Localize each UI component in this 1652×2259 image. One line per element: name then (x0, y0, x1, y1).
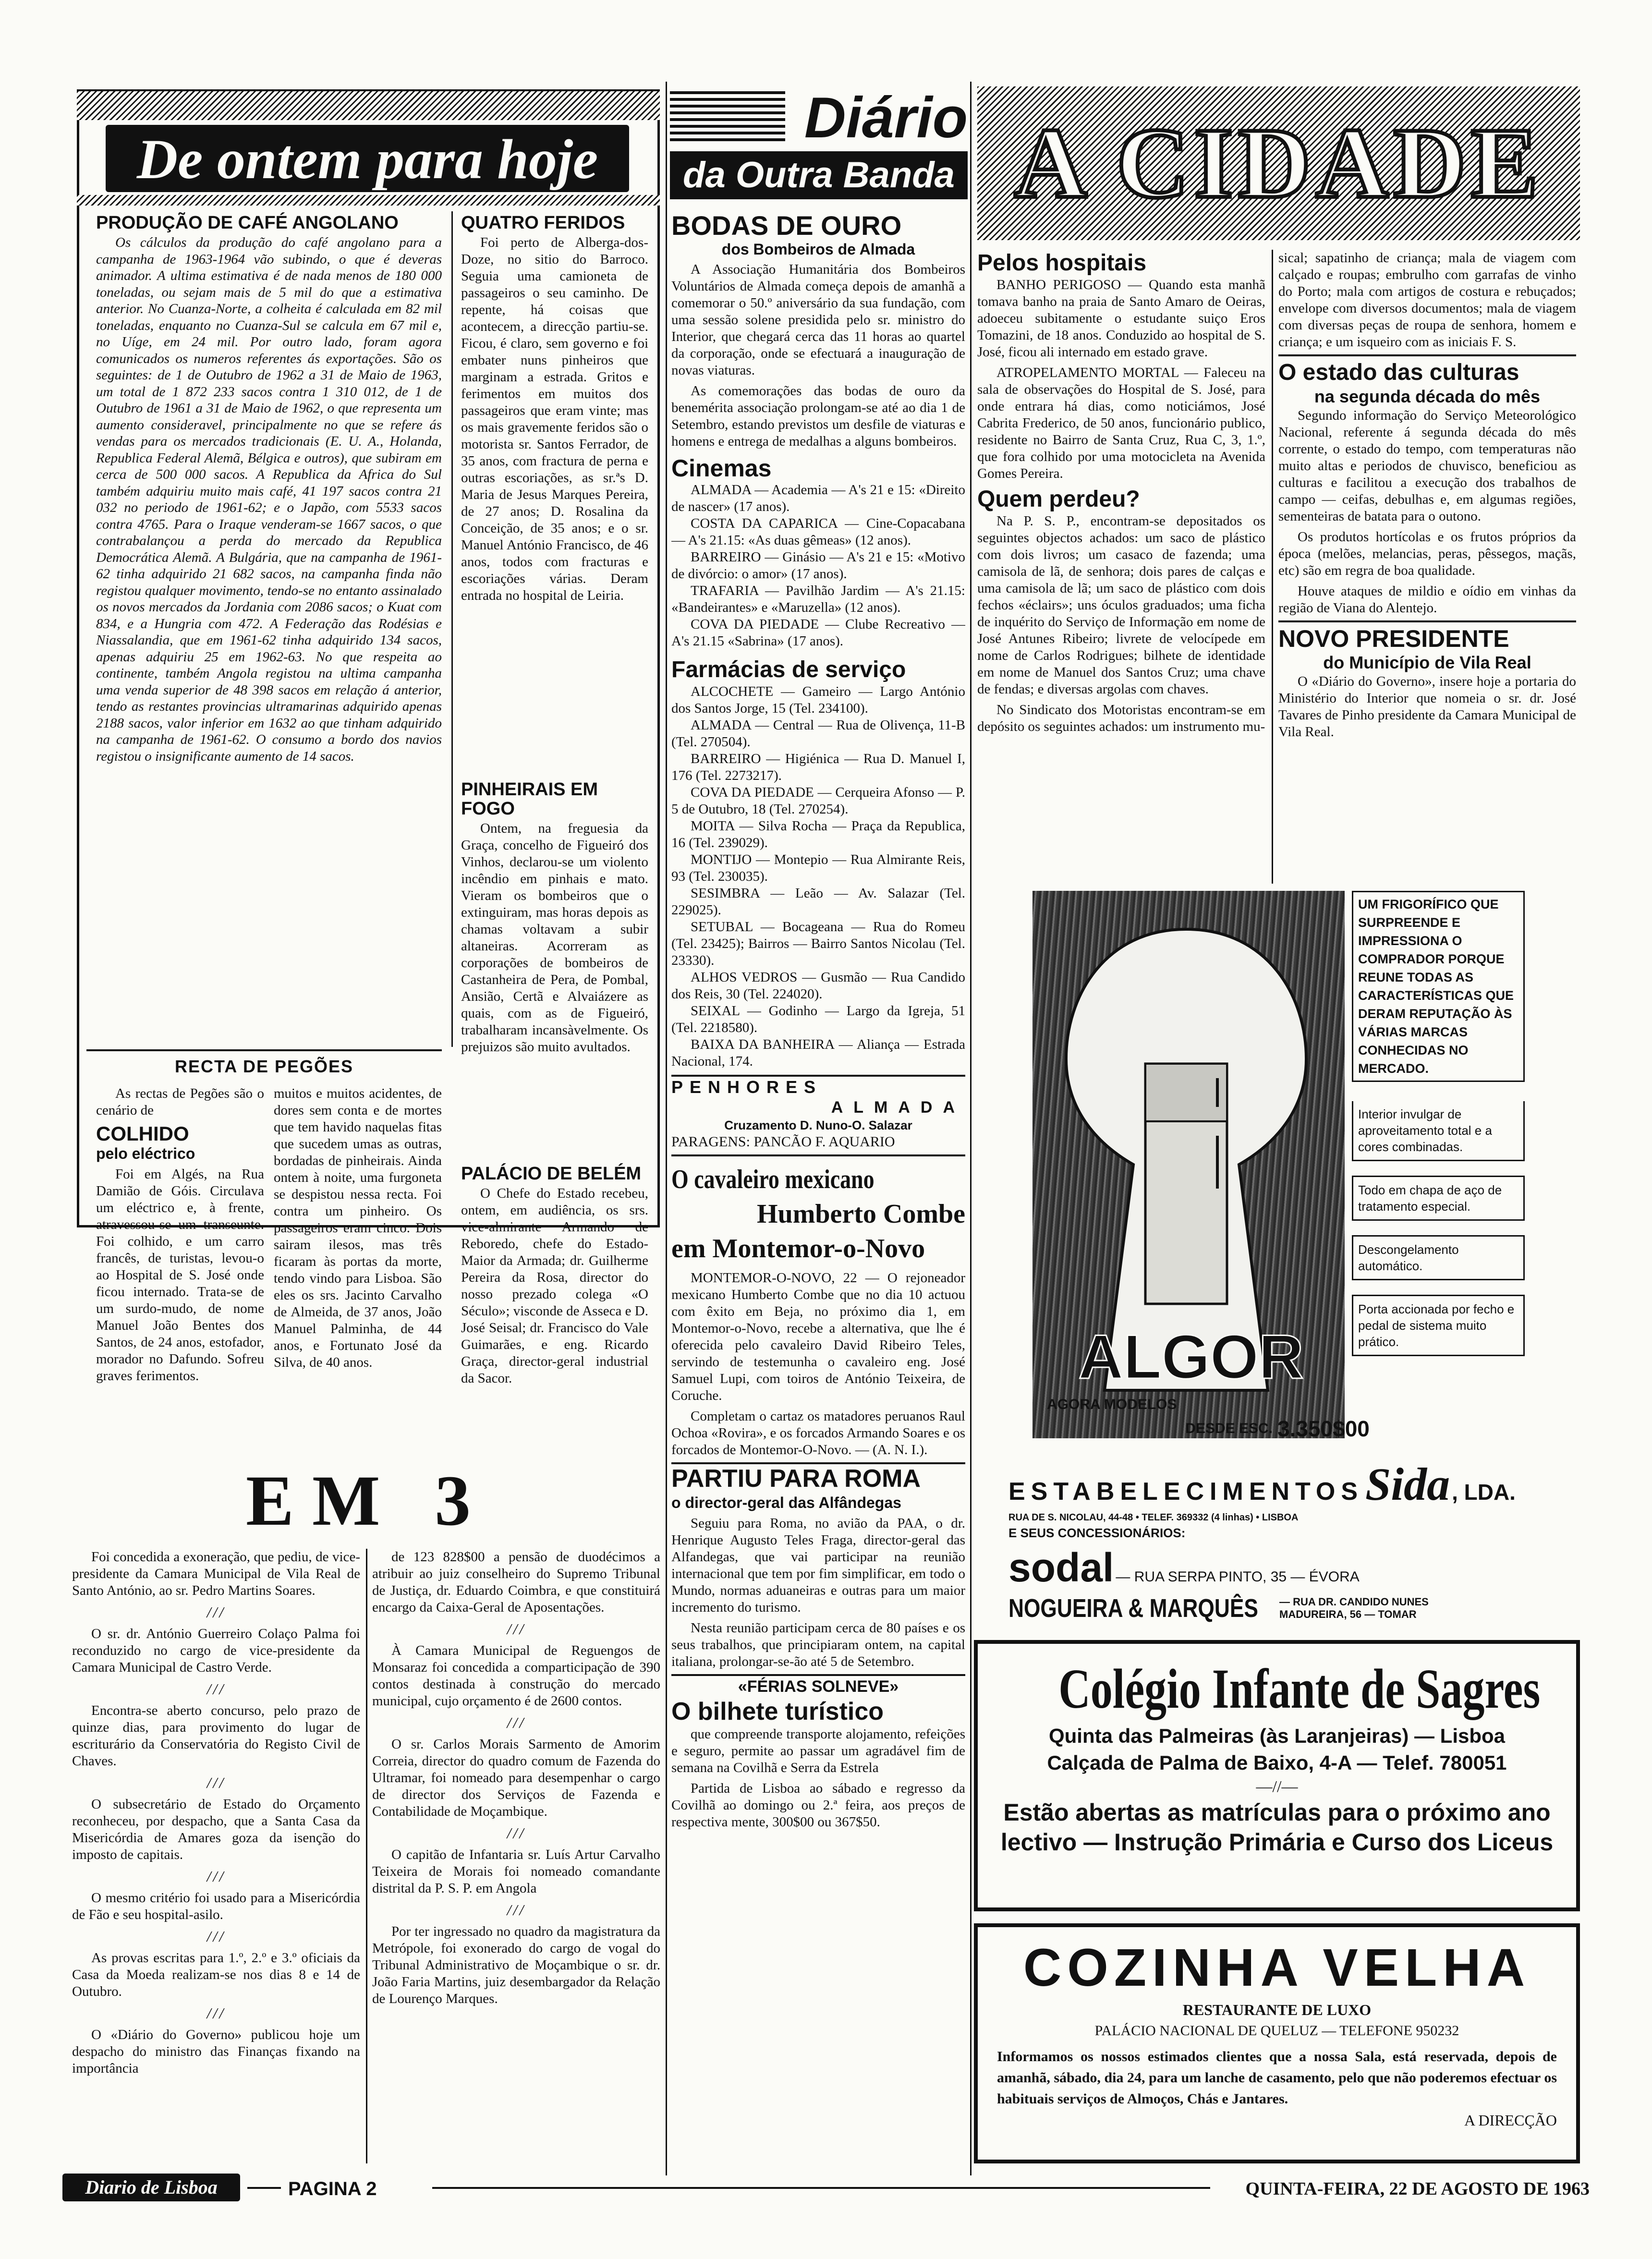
farmacia-item: SEIXAL — Godinho — Largo da Igreja, 51 (Tel. 2218580). (671, 1003, 965, 1035)
em3-item: O mesmo critério foi usado para a Misericórdia de Fão e seu hospital-asilo. (72, 1890, 360, 1922)
cavaleiro-t3: em Montemor-o-Novo (671, 1234, 925, 1263)
bodas-subtitle: dos Bombeiros de Almada (721, 241, 915, 258)
farmacia-item: COVA DA PIEDADE — Cerqueira Afonso — P. 5 de Outubro, 18 (Tel. 270254). (671, 785, 965, 817)
footer (62, 2171, 1590, 2204)
cavaleiro-p1: MONTEMOR-O-NOVO, 22 — O rejoneador mexicano Humberto Combe que no dia 10 actuou com êxito em Beja, no próximo dia 1, em Montemor-o-Novo, recebe a alternativa, que lhe é oferecida pelo cavaleiro David Ribeiro Teles, servindo de testemunha o cavaleiro eng. José Samuel Lupi, com toiros de António Teixeira, de Coruche. (671, 1270, 965, 1403)
colhido-text: Foi em Algés, na Rua Damião de Góis. Circulava um eléctrico e, à frente, atravessou-se um transeunte. Foi colhido, e um carro francês, de turistas, levou-o ao Hospital de S. José onde ficou internado. Trata-se de um surdo-mudo, de nome Manuel João Bentes dos Santos, de 24 anos, estofador, morador no Dafundo. Sofreu graves ferimentos. (96, 1166, 264, 1384)
em3-item: O subsecretário de Estado do Orçamento reconheceu, por despacho, que a Santa Casa da Misericórdia de Amares goza da isenção do imposto de capitais. (72, 1797, 360, 1862)
quem-perdeu-title: Quem perdeu? (977, 486, 1140, 512)
pinheirais-text: Ontem, na freguesia da Graça, concelho de Figueiró dos Vinhos, declarou-se um violento incêndio em pinhais e mato. Vieram os bombeiros que o extinguiram, mas horas depois as chamas voltavam a subir altaneiras. Acorreram as corporações de bombeiros de Castanheira de Pera, de Pombal, Ansião, Certã e Alvaiázere as quais, com as de Figueiró, trabalharam incansàvelmente. Os prejuizos são muito avultados. (461, 821, 648, 1055)
estab-label: ESTABELECIMENTOS (1008, 1478, 1364, 1506)
farmacias-title: Farmácias de serviço (671, 657, 906, 682)
em3-sep: /// (206, 1868, 226, 1885)
producao-article (96, 211, 442, 1066)
recta-text-cont: muitos e muitos acidentes, de dores sem conta e de mortes que tem havido naquelas fitas que sucedem umas as outras, bordadas de pinheirais. Ainda ontem à noite, uma furgoneta se despistou nessa recta. Foi contra um pinheiro. Os passageiros eram cinco. Dois sairam ilesos, mas três ficaram às portas da morte, tendo vindo para Lisboa. São eles os srs. Jacinto Carvalho de Almeida, de 37 anos, João Manuel Palminha, de 44 anos, e Fortunato José da Silva, de 40 anos. (274, 1086, 442, 1370)
em3-item: O «Diário do Governo» publicou hoje um despacho do ministro das Finanças fixando na importância (72, 2027, 360, 2076)
hospitais-p1: BANHO PERIGOSO — Quando esta manhã tomava banho na praia de Santo Amaro de Oeiras, adoeceu subitamente o estudante suiço Eros Tomazini, de 18 anos. Conduzido ao hospital de S. José, ficou ali internado em estado grave. (977, 277, 1265, 360)
em3-col2-text (372, 1549, 660, 2007)
em-3-linhas-title: EM 3 (245, 1461, 489, 1541)
pinheirais-article (461, 778, 648, 1162)
culturas-title: O estado das culturas (1278, 360, 1519, 385)
em3-item: O sr. Carlos Morais Sarmento de Amorim Correia, director do quadro comum de Fazenda do Ultramar, foi nomeado para desempenhar o cargo de director dos Serviços de Fazenda e Contabilidade de Moçambique. (372, 1737, 660, 1819)
em3-item: O sr. dr. António Guerreiro Colaço Palma foi reconduzido no cargo de vice-presidente da Camara Municipal de Castro Verde. (72, 1626, 360, 1675)
em3-sep: /// (507, 1901, 526, 1919)
feature-box: Interior invulgar de aproveitamento total e a cores combinadas. (1352, 1101, 1525, 1161)
farmacia-item: BARREIRO — Higiénica — Rua D. Manuel I, 176 (Tel. 2273217). (671, 751, 965, 783)
footer-page: PAGINA 2 (288, 2178, 377, 2199)
em3-sep: /// (206, 1928, 226, 1945)
recta-col2 (274, 1085, 442, 1441)
hospitais-title: Pelos hospitais (977, 250, 1147, 276)
penhores-place: ALMADA (831, 1098, 965, 1117)
colhido-title: COLHIDO (96, 1122, 189, 1145)
culturas-p3: Houve ataques de mildio e oídio em vinhas da região de Viana do Alentejo. (1278, 583, 1576, 616)
right-left-rule (970, 82, 972, 2175)
quem-perdeu-p2: No Sindicato dos Motoristas encontram-se em depósito os seguintes achados: um instrumento mu- (977, 702, 1265, 734)
em3-item: À Camara Municipal de Reguengos de Monsaraz foi concedida a comparticipação de 390 contos destinada à construção do mercado municipal, cujo orçamento é de 2600 contos. (372, 1643, 660, 1709)
quem-perdeu-p1: Na P. S. P., encontram-se depositados os seguintes objectos achados: um saco de plástico com dois livros; um casaco de fazenda; uma camisola de lã, de senhora; dois pares de calças e uma camisola de lã; um saco de plástico com dois fechos «éclairs»; uns óculos graduados; uma ficha de inquérito do Serviço de Informação em nome de José Antunes Ribeiro; livrete de velocípede em nome de Carlos Rodrigues; bilhete de identidade em nome de Manuel dos Santos Cruz; uma chave de fendas; e diversas argolas com chaves. (977, 513, 1265, 697)
ferias-p2: Partida de Lisboa ao sábado e regresso da Covilhã ao domingo ou 2.ª feira, aos preços de respectiva mente, 300$00 ou 367$50. (671, 1781, 965, 1830)
nogueira-address-1: — RUA DR. CANDIDO NUNES (1279, 1596, 1429, 1608)
banner-hatch-bottom (77, 195, 660, 206)
novo-rule (1278, 620, 1576, 622)
producao-title: PRODUÇÃO DE CAFÉ ANGOLANO (96, 213, 399, 233)
cavaleiro-rule (671, 1154, 965, 1156)
cozinha-body: Informamos os nossos estimados clientes que a nossa Sala, está reservada, depois de amanhã, sábado, dia 24, para um lanche de casamento, pelo que não poderemos efectuar os habituais serviços de Almoços, Chás e Jantares. (997, 2049, 1557, 2107)
cozinha-sign: A DIRECÇÃO (1464, 2112, 1557, 2129)
masthead-subtitle: da Outra Banda (683, 155, 955, 195)
em3-item: Foi concedida a exoneração, que pediu, de vice-presidente da Camara Municipal de Vila Real de Santo António, ao sr. Pedro Martins Soares. (72, 1549, 360, 1598)
recta-text-start: As rectas de Pegões são o cenário de (96, 1086, 264, 1118)
concessionarios: E SEUS CONCESSIONÁRIOS: (1008, 1526, 1186, 1540)
em3-sep: /// (206, 2004, 226, 2022)
feature-box: UM FRIGORÍFICO QUE SURPREENDE E IMPRESSIONA O COMPRADOR PORQUE REUNE TODAS AS CARACTERÍSTICAS QUE DERAM REPUTAÇÃO ÀS VÁRIAS MARCAS CONHECIDAS NO MERCADO. (1352, 891, 1525, 1082)
colegio-line2: Calçada de Palma de Baixo, 4-A — Telef. 780051 (1047, 1751, 1507, 1774)
culturas-rule (1278, 354, 1576, 356)
novo-presidente-title: NOVO PRESIDENTE (1278, 625, 1509, 652)
farmacia-item: BAIXA DA BANHEIRA — Aliança — Estrada Nacional, 174. (671, 1037, 965, 1069)
middle-column (671, 211, 965, 2180)
bodas-p1: A Associação Humanitária dos Bombeiros Voluntários de Almada começa depois de amanhã a comemorar o 50.º aniversário da sua fundação, com uma sessão solene presidida pelo sr. ministro do Interior, que chegará cerca das 11 horas ao quartel da corporação, onde se efectuará a inauguração de novas viaturas. (671, 262, 965, 378)
nogueira-address-2: MADUREIRA, 56 — TOMAR (1279, 1608, 1417, 1620)
em3-item: As provas escritas para 1.º, 2.º e 3.º oficiais da Casa da Moeda realizam-se nos dias 8 e 14 de Outubro. (72, 1950, 360, 1999)
em3-item: Encontra-se aberto concurso, pelo prazo de quinze dias, para provimento do lugar de escriturário da Conservatória do Registo Civil de Chaves. (72, 1703, 360, 1769)
cinema-item: BARREIRO — Ginásio — A's 21 e 15: «Motivo de divórcio: o amor» (17 anos). (671, 549, 965, 582)
ferias-kicker: «FÉRIAS SOLNEVE» (738, 1677, 899, 1696)
algor-ad (1032, 891, 1527, 1453)
quatro-feridos-text: Foi perto de Alberga-dos-Doze, no sitio do Barroco. Seguia uma camioneta de passageiros o seu caminho. De repente, há coisas que acontecem, a direcção partiu-se. Ficou, é claro, sem governo e foi embater nuns pinheiros que marginam a estrada. Gritos e ferimentos em muitos dos passageiros que eram vinte; mas os mais gravemente feridos são o motorista sr. Santos Ferrador, de 35 anos, com fractura de perna e outras escoriações, as sr.ªs D. Maria de Jesus Marques Pereira, de 27 anos; D. Rosalina da Conceição, de 35 anos; e o sr. Manuel António Francisco, de 46 anos, todos com fracturas e escoriações várias. Deram entrada no hospital de Leiria. (461, 235, 648, 603)
farmacia-item: MONTIJO — Montepio — Rua Almirante Reis, 93 (Tel. 230035). (671, 852, 965, 884)
bodas-title: BODAS DE OURO (671, 211, 902, 241)
footer-logo: Diario de Lisboa (85, 2176, 218, 2198)
em3-col1-text (72, 1549, 360, 2077)
recta-rule (86, 1049, 442, 1051)
penhores-line2: PARAGENS: PANCÃO F. AQUARIO (671, 1134, 895, 1150)
cidade-col1 (977, 250, 1265, 888)
culturas-subtitle: na segunda década do mês (1314, 387, 1541, 406)
lda-label: , LDA. (1452, 1480, 1516, 1505)
culturas-p2: Os produtos hortícolas e os frutos próprios da época (melões, melancias, peras, pêssegos, maçãs, etc) são em regra de boa qualidade. (1278, 529, 1576, 578)
em3-sep: /// (507, 1620, 526, 1638)
feature-box: Todo em chapa de aço de tratamento especial. (1352, 1176, 1525, 1221)
em3-item: Por ter ingressado no quadro da magistratura da Metrópole, foi exonerado do cargo de vogal do Tribunal Administrativo de Moçambique o sr. dr. João Faria Martins, juiz desembargador da Relação de Lourenço Marques. (372, 1924, 660, 2006)
banner-title: De ontem para hoje (136, 128, 598, 191)
cidade-col-divider (1272, 250, 1273, 884)
farmacia-item: ALHOS VEDROS — Gusmão — Rua Candido dos Reis, 30 (Tel. 224020). (671, 970, 965, 1002)
quatro-feridos-article (461, 211, 648, 773)
sida-logo: Sida (1365, 1458, 1450, 1510)
colhido-subtitle: pelo eléctrico (96, 1145, 195, 1162)
farmacia-item: ALCOCHETE — Gameiro — Largo António dos Santos Jorge, 15 (Tel. 234100). (671, 684, 965, 716)
outra-banda-masthead (670, 86, 968, 206)
banner-hatch (77, 91, 660, 120)
cozinha-title: COZINHA VELHA (1023, 1938, 1531, 1997)
palacio-article (461, 1162, 648, 1431)
nogueira-logo: NOGUEIRA & MARQUÊS (1008, 1594, 1258, 1623)
em-3-linhas-col1 (72, 1549, 360, 2163)
sida-ad (1008, 1457, 1580, 1640)
em3-divider (366, 1549, 367, 2163)
cavaleiro-p2: Completam o cartaz os matadores peruanos Raul Ochoa «Rovira», e os forcados Armando Soares e os forcados de Montemor-O-Novo. — (A. N. I.). (671, 1409, 965, 1457)
em3-item: de 123 828$00 a pensão de duodécimos a atribuir ao juiz conselheiro do Supremo Tribunal de Justiça, dr. Eduardo Coimbra, e que constituirá encargo da Caixa-Geral de Aposentações. (372, 1549, 660, 1615)
cozinha-address: PALÁCIO NACIONAL DE QUELUZ — TELEFONE 950232 (1094, 2023, 1459, 2039)
cidade-col2 (1278, 250, 1576, 888)
colegio-title: Colégio Infante de Sagres (1058, 1657, 1541, 1720)
sida-address: RUA DE S. NICOLAU, 44-48 • TELEF. 369332 (4 linhas) • LISBOA (1008, 1512, 1299, 1523)
cozinha-velha-ad (974, 1923, 1580, 2163)
bodas-p2: As comemorações das bodas de ouro da benemérita associação prolongam-se até ao dia 1 de Setembro, estando previstos um desfile de viaturas e homens e entrega de medalhas a alguns bombeiros. (671, 383, 965, 449)
penhores-title: PENHORES (671, 1077, 823, 1097)
cinema-item: COSTA DA CAPARICA — Cine-Copacabana — A's 21.15: «As duas gêmeas» (12 anos). (671, 516, 965, 548)
colegio-ad (974, 1640, 1580, 1911)
recta-col1 (96, 1085, 264, 1441)
producao-text (96, 234, 442, 765)
pinheirais-title: PINHEIRAIS EM FOGO (461, 779, 598, 819)
farmacia-item: SESIMBRA — Leão — Av. Salazar (Tel. 229025). (671, 886, 965, 918)
producao-paragraph: Os cálculos da produção do café angolano para a campanha de 1963-1964 vão subindo, o que é deveras animador. A ultima estimativa é de nada menos de 180 000 toneladas, ou sejam mais de 5 mil do que a estimativa anterior. No Cuanza-Norte, a colheita é calculada em 82 mil toneladas, enquanto no Cuanza-Sul se calcula em 67 mil e, no Uíge, em 24 mil. Por outro lado, foram agora comunicados os numeros referentes ás exportações. São os seguintes: de 1 de Outubro de 1962 a 31 de Maio de 1963, um total de 1 872 233 sacos contra 1 310 012, de 1 de Outubro de 1961 a 31 de Maio de 1962, o que representa um aumento consideravel, principalmente no que se refere ás vendas para os mercados tradicionais (E. U. A., Holanda, Republica Federal Alemã, Bélgica e outros), que subiram em cerca de 500 000 sacos. A Republica da Africa do Sul também adquiriu muito mais café, 41 197 sacos contra 21 032 no periodo de 1961-62; e o Japão, com 5533 sacos contra 4765. Para o Iraque venderam-se 1667 sacos, o que contrabalançou a perda do mercado da Republica Democrática Alemã. A Bulgária, que na campanha de 1961-62 tinha adquirido 21 682 sacos, na campanha finda não registou qualquer movimento, tendo-se no entanto assinalado os novos mercados da Jordania com 2086 sacos; o Kuat com 834, e a Hungria com 472. A Federação das Rodésias e Niassalandia, que em 1961-62 tinha adquirido 134 sacos, apenas adquiriu 25 em 1962-63. No que respeita ao continente, também Angola registou na ultima campanha uma venda superior de 48 398 sacos em relação á anterior, tendo as restantes provincias ultramarinas adquirido apenas 2188 sacos, valor inferior em 1632 ao que tinham adquirido na campanha de 1961-62. O consumo a bordo dos navios registou o insignificante aumento de 14 sacos. (96, 235, 442, 764)
left-col-divider (451, 211, 453, 1047)
middle-left-rule (666, 82, 667, 2175)
culturas-p1: Segundo informação do Serviço Meteorológico Nacional, referente á segunda década do mês corrente, o estado do tempo, com temperaturas não muito altas e periodos de chuvisco, beneficiou as culturas e facilitou a execução dos trabalhos de campo — ceifas, debulhas e, em algumas regiões, sementeiras de batata para o outono. (1278, 408, 1576, 524)
partiu-title: PARTIU PARA ROMA (671, 1465, 921, 1493)
em3-sep: /// (206, 1603, 226, 1621)
recta-title: RECTA DE PEGÕES (174, 1057, 354, 1076)
em3-sep: /// (206, 1774, 226, 1791)
em3-sep: /// (507, 1824, 526, 1842)
footer-date: QUINTA-FEIRA, 22 DE AGOSTO DE 1963 (1245, 2179, 1590, 2199)
palacio-text: O Chefe do Estado recebeu, ontem, em audiência, os srs. vice-almirante Armando de Reboredo, chefe do Estado-Maior da Armada; dr. Guilherme Pereira da Rosa, director do nosso prezado colega «O Século»; visconde de Asseca e D. José Seisal; dr. Francisco do Vale Guimarães, e eng. Ricardo Graça, director-geral industrial da Sacor. (461, 1186, 648, 1386)
de-ontem-banner (77, 91, 660, 206)
cinema-item: TRAFARIA — Pavilhão Jardim — A's 21.15: «Bandeirantes» e «Maruzella» (12 anos). (671, 583, 965, 615)
partiu-p2: Nesta reunião participam cerca de 80 países e os seus trabalhos, que principiaram ontem, na capital italiana, prolongar-se-ão até 5 de Setembro. (671, 1620, 965, 1669)
partiu-subtitle: o director-geral das Alfândegas (671, 1494, 901, 1511)
algor-feature-boxes (1352, 891, 1525, 1453)
ferias-p1: que compreende transporte alojamento, refeições e seguro, permite ao passar um agradável fim de semana na Covilhã e Serra da Estrela (671, 1726, 965, 1775)
novo-presidente-subtitle: do Município de Vila Real (1323, 653, 1531, 672)
cavaleiro-t2: Humberto Combe (757, 1199, 965, 1229)
cidade-title: A CIDADE (1014, 108, 1543, 219)
quatro-feridos-title: QUATRO FERIDOS (461, 213, 625, 233)
cinemas-title: Cinemas (671, 455, 772, 482)
cinema-item: ALMADA — Academia — A's 21 e 15: «Direito de nascer» (17 anos). (671, 482, 965, 514)
novo-presidente-p1: O «Diário do Governo», insere hoje a portaria do Ministério do Interior que nomeia o sr. dr. José Tavares de Pinho presidente da Camara Municipal de Vila Real. (1278, 674, 1576, 740)
em3-sep: /// (206, 1680, 226, 1698)
palacio-title: PALÁCIO DE BELÉM (461, 1164, 642, 1184)
sodal-address: — RUA SERPA PINTO, 35 — ÉVORA (1116, 1569, 1360, 1585)
colegio-sep: —//— (1256, 1778, 1298, 1796)
algor-modelos: AGORA MODELOS (1047, 1397, 1177, 1412)
sodal-logo: sodal (1008, 1545, 1114, 1590)
em3-sep: /// (507, 1714, 526, 1731)
ferias-title: O bilhete turístico (671, 1698, 884, 1725)
colegio-line1: Quinta das Palmeiras (às Laranjeiras) — Lisboa (1048, 1725, 1506, 1747)
feature-box: Descongelamento automático. (1352, 1235, 1525, 1280)
colegio-line3: Estão abertas as matrículas para o próximo ano lectivo — Instrução Primária e Curso dos Liceus (1000, 1799, 1554, 1856)
partiu-p1: Seguiu para Roma, no avião da PAA, o dr. Henrique Augusto Teles Fraga, director-geral das Alfandegas, que vai participar na reunião internacional que tem por fim simplificar, em todo o Mundo, normas aduaneiras e outras para um maior incremento do turismo. (671, 1516, 965, 1615)
farmacia-item: MOITA — Silva Rocha — Praça da Republica, 16 (Tel. 239029). (671, 818, 965, 850)
feature-box: Porta accionada por fecho e pedal de sistema muito prático. (1352, 1295, 1525, 1356)
footer-rule-left (247, 2187, 281, 2189)
algor-price: 3.350$00 (1277, 1416, 1370, 1441)
cinema-item: COVA DA PIEDADE — Clube Recreativo — A's 21.15 «Sabrina» (17 anos). (671, 617, 965, 649)
algor-desde: DESDE ESC. (1185, 1421, 1273, 1436)
quem-perdeu-cont: sical; sapatinho de criança; mala de viagem com calçado e roupas; embrulho com garrafas de vinho do Porto; mala com artigos de costura e rebuçados; envelope com diversos documentos; mala de viagem com diversas peças de roupa de senhora, homem e criança; e um isqueiro com as iniciais F. S. (1278, 250, 1576, 350)
hospitais-p2: ATROPELAMENTO MORTAL — Faleceu na sala de observações do Hospital de S. José, para onde entrara há dias, como noticiámos, José Cabrita Frederico, de 50 anos, funcionário publico, residente no Bairro de Santa Cruz, Rua C, 3, 1.º, que fora colhido por uma motocicleta na Avenida Gomes Pereira. (977, 365, 1265, 481)
a-cidade-banner (977, 86, 1580, 240)
farmacia-item: ALMADA — Central — Rua de Olivença, 11-B (Tel. 270504). (671, 717, 965, 750)
cavaleiro-t1: O cavaleiro mexicano (671, 1165, 875, 1194)
algor-brand: ALGOR (1078, 1323, 1304, 1390)
penhores-line1: Cruzamento D. Nuno-O. Salazar (724, 1118, 912, 1132)
masthead-stripes (670, 91, 785, 144)
masthead-title: Diário (804, 86, 968, 149)
footer-rule-mid (432, 2187, 1210, 2189)
em3-item: O capitão de Infantaria sr. Luís Artur Carvalho Teixeira de Morais foi nomeado comandante distrital da P. S. P. em Angola (372, 1847, 660, 1896)
farmacia-item: SETUBAL — Bocageana — Rua do Romeu (Tel. 23425); Bairros — Bairro Santos Nicolau (Tel. 23330). (671, 919, 965, 968)
em-3-linhas-col2 (372, 1549, 660, 2163)
cozinha-sub: RESTAURANTE DE LUXO (1182, 2001, 1372, 2018)
